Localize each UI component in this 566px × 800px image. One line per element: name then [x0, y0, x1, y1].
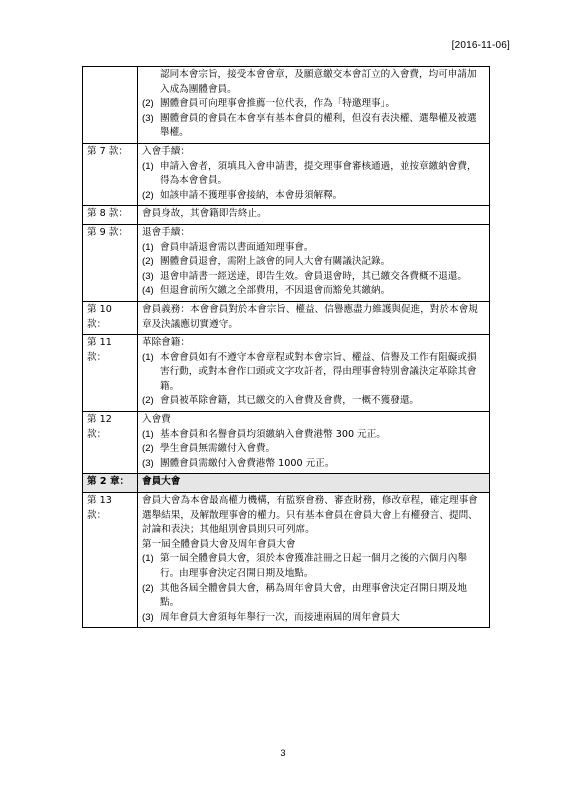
article-content — [138, 301, 490, 334]
clause-number: (3) — [142, 611, 154, 623]
clause-number: (3) — [142, 112, 154, 124]
clause-number: (2) — [142, 582, 154, 594]
clause-number: (3) — [142, 457, 154, 469]
clause-text: 會員申請退會需以書面通知理事會。 — [160, 241, 314, 253]
clause-text: 學生會員無需繳付入會費。 — [160, 443, 276, 455]
article-lead-text: 革除會籍： — [142, 337, 190, 349]
clause-text: 其他各屆全體會員大會，稱為周年會員大會，由理事會決定召開日期及地點。 — [160, 582, 467, 609]
clause-text: 周年會員大會須每年舉行一次，而接連兩屆的周年會員大 — [160, 611, 400, 623]
clause-text: 團體會員可向理事會推薦一位代表，作為「特邀理事」。 — [160, 98, 396, 110]
clause-item — [142, 241, 485, 256]
article-row — [83, 67, 490, 144]
article-content — [138, 224, 490, 301]
table-body — [83, 67, 490, 628]
clause-item — [142, 189, 485, 204]
article-row — [83, 224, 490, 301]
article-lead-text: 入會手續： — [142, 145, 190, 157]
article-label: 第 13 款： — [83, 493, 138, 628]
clause-text: 認同本會宗旨，接受本會會章，及願意繳交本會訂立的入會費，均可申請加入成為團體會員。 — [160, 69, 477, 95]
article-row — [83, 206, 490, 225]
clause-item — [142, 611, 485, 626]
article-label: 第 8 款： — [83, 206, 138, 225]
article-lead-text: 會員身故，其會籍即告終止。 — [142, 208, 267, 220]
clause-text: 會員被革除會籍，其已繳交的入會費及會費，一概不獲發還。 — [160, 395, 420, 407]
clause-number: (2) — [142, 395, 154, 407]
clause-text: 基本會員和名譽會員均須繳納入會費港幣 300 元正。 — [160, 428, 386, 440]
clause-item — [142, 442, 485, 457]
document-date: [2016-11-06] — [451, 40, 510, 51]
clause-text: 申請入會者，須填具入會申請書，提交理事會審核通過，並按章繳納會費，得為本會會員。 — [160, 160, 477, 187]
clause-item — [142, 394, 485, 409]
article-content — [138, 474, 490, 493]
clause-number: (2) — [142, 256, 154, 268]
article-lead-text: 會員大會 — [142, 476, 181, 488]
article-row — [83, 493, 490, 628]
clause-text: 團體會員退會，需附上該會的同人大會有關議決記錄。 — [160, 256, 391, 268]
clause-number: (3) — [142, 270, 154, 282]
article-label: 第 7 款： — [83, 143, 138, 205]
clause-number: (1) — [142, 351, 154, 363]
article-content — [138, 412, 490, 474]
clause-item — [142, 68, 485, 97]
article-content — [138, 206, 490, 225]
clause-text: 如該申請不獲理事會接納，本會毋須解釋。 — [160, 189, 343, 201]
article-content — [138, 67, 490, 144]
clause-item — [142, 270, 485, 285]
clause-item — [142, 552, 485, 581]
article-content — [138, 493, 490, 628]
article-lead-text: 會員義務：本會會員對於本會宗旨、權益、信譽應盡力維護與促進，對於本會規章及決議應切實遵守。 — [142, 303, 478, 330]
article-label: 第 11 款： — [83, 335, 138, 412]
clause-number — [142, 68, 160, 97]
clause-text: 第一屆全體會員大會，須於本會獲准註冊之日起一個月之後的六個月內舉行。由理事會決定召開日期及地點。 — [160, 553, 467, 579]
clause-number: (2) — [142, 189, 154, 201]
article-lead-text: 會員大會為本會最高權力機構，有監察會務、審查財務，修改章程，確定理事會選舉結果，及解散理事會的權力。只有基本會員在會員大會上有權發言、提問、討論和表決；其他組別會員則只可列席。 — [142, 495, 478, 536]
clause-text: 團體會員的會員在本會享有基本會員的權利，但沒有表決權、選舉權及被選舉權。 — [160, 112, 477, 139]
article-row — [83, 335, 490, 412]
clause-number: (4) — [142, 285, 154, 297]
clause-item — [142, 428, 485, 443]
clause-number: (2) — [142, 443, 154, 455]
article-label: 第 12 款： — [83, 412, 138, 474]
article-row — [83, 412, 490, 474]
clause-number: (1) — [142, 241, 154, 253]
article-subheading: 第一屆全體會員大會及周年會員大會 — [142, 538, 296, 550]
clause-text: 團體會員需繳付入會費港幣 1000 元正。 — [160, 457, 335, 469]
article-lead-text: 退會手續： — [142, 226, 190, 238]
clause-text: 退會申請書一經送達，即告生效。會員退會時，其已繳交各費概不退還。 — [160, 270, 467, 282]
page-number: 3 — [280, 748, 286, 758]
constitution-table — [82, 66, 490, 628]
clause-item — [142, 97, 485, 112]
clause-number: (1) — [142, 553, 154, 565]
article-content — [138, 143, 490, 205]
clause-number: (1) — [142, 160, 154, 172]
article-label: 第 10 款： — [83, 301, 138, 334]
clause-item — [142, 284, 485, 299]
article-row — [83, 143, 490, 205]
article-label — [83, 67, 138, 144]
clause-item — [142, 351, 485, 395]
clause-item — [142, 582, 485, 611]
clause-text: 但退會前所欠繳之全部費用，不因退會而豁免其繳納。 — [160, 285, 391, 297]
article-row — [83, 301, 490, 334]
clause-text: 本會會員如有不遵守本會章程或對本會宗旨、權益、信譽及工作有阻礙或損害行動，或對本會作口頭或文字攻訐者，得由理事會特別會議決定革除其會籍。 — [160, 351, 477, 392]
article-lead-text: 入會費 — [142, 414, 171, 426]
clause-number: (2) — [142, 98, 154, 110]
clause-item — [142, 160, 485, 189]
article-label: 第 2 章： — [83, 474, 138, 493]
article-content — [138, 335, 490, 412]
clause-item — [142, 457, 485, 472]
chapter-row — [83, 474, 490, 493]
clause-number: (1) — [142, 428, 154, 440]
clause-item — [142, 112, 485, 141]
article-label: 第 9 款： — [83, 224, 138, 301]
clause-item — [142, 255, 485, 270]
